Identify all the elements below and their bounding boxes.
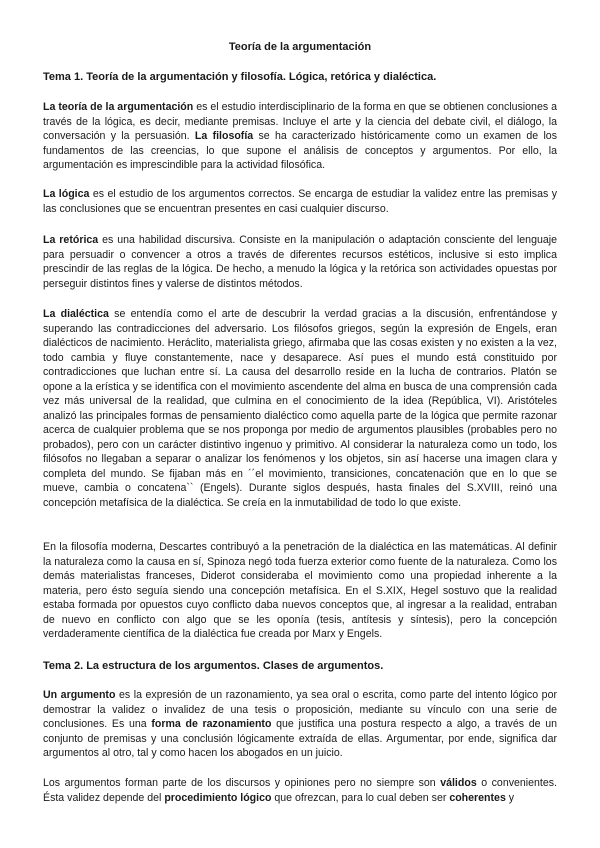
paragraph-argumento: Un argumento es la expresión de un razonamiento, ya sea oral o escrita, como parte del intento lógico por demostrar la validez o invalidez de una tesis o proposición, mediante su vínculo con una serie de conclusiones. Es una forma de razonamiento que justifica una postura respecto a algo, a través de un conjunto de premisas y una conclusión lógicamente extraída de ellas. Argumentar, por ende, significa dar argumentos al otro, tal y como hacen los abogados en un juicio. [43, 689, 557, 759]
term-teoria-argumentacion: La teoría de la argumentación [43, 101, 194, 113]
paragraph-dialectica: La dialéctica se entendía como el arte de descubrir la verdad gracias a la discusión, enfrentándose y superando las contradicciones del adversario. Los filósofos griegos, según la expresión de Engels, eran dialécticos de nacimiento. Heráclito, materialista griego, afirmaba que las cosas existen y no existen a la vez, todo cambia y fluye constantemente, nace y desaparece. Así pues el mundo está constituido por contradicciones que luchan entre sí. La causa del desarrollo reside en la lucha de contrarios. Platón se opone a la erística y se identifica con el movimiento ascendente del alma en busca de una comprensión cada vez más universal de la realidad, que culmina en el conocimiento de la idea (República, VI). Aristóteles analizó las principales formas de pensamiento dialéctico como aquella parte de la lógica que permite razonar acerca de cualquier problema que se nos proponga por medio de argumentos plausibles (probables pero no probados), pero con un carácter distintivo ingenuo y primitivo. Al considerar la naturaleza como un todo, los filósofos no llegaban a separar o analizar los fenómenos y los objetos, sin así hacerse una imagen clara y completa del mundo. Se fijaban más en ´´el movimiento, transiciones, concatenación que en lo que se mueve, cambia o concatena`` (Engels). Durante siglos después, hasta finales del S.XVIII, reinó una concepción metafísica de la dialéctica. Se creía en la inmutabilidad de todo lo que existe. [43, 308, 557, 509]
term-forma-razonamiento: forma de razonamiento [151, 718, 272, 730]
term-coherentes: coherentes [449, 791, 506, 804]
term-argumento: Un argumento [43, 689, 116, 701]
document-title: Teoría de la argumentación [228, 41, 372, 53]
term-logica: La lógica [43, 188, 90, 200]
paragraph-filosofia-moderna: En la filosofía moderna, Descartes contribuyó a la penetración de la dialéctica en las matemáticas. Al definir la naturaleza como la causa en sí, Spinoza negó toda fuerza exterior como fuente de la naturaleza. Como los demás materialistas franceses, Diderot consideraba el movimiento como una propiedad inherente a la materia, pero ésto seguía siendo una concepción metafísica. En el S.XIX, Hegel sostuvo que la realidad estaba formada por opuestos cuyo conflicto daba nuevos conceptos que, al ingresar a la realidad, entraban de nuevo en conflicto con algo que se les oponía (tesis, antítesis y síntesis), pero la concepción verdaderamente científica de la dialéctica fue creada por Marx y Engels. [43, 541, 557, 640]
paragraph-teoria-argumentacion: La teoría de la argumentación es el estudio interdisciplinario de la forma en que se obtienen conclusiones a través de la lógica, es decir, mediante premisas. Incluye el arte y la ciencia del debate civil, el diálogo, la conversación y la persuasión. La filosofía se ha caracterizado históricamente como un examen de los fundamentos de las creencias, lo que supone el análisis de conceptos y argumentos. Por ello, la argumentación es imprescindible para la actividad filosófica. [43, 101, 557, 171]
term-retorica: La retórica [43, 234, 99, 246]
term-procedimiento-logico: procedimiento lógico [164, 791, 272, 804]
term-dialectica: La dialéctica [43, 308, 109, 320]
term-validos: válidos [440, 777, 477, 789]
section-heading-tema-1: Tema 1. Teoría de la argumentación y filosofía. Lógica, retórica y dialéctica. [43, 71, 437, 83]
term-filosofia: La filosofía [194, 130, 254, 142]
paragraph-logica: La lógica es el estudio de los argumentos correctos. Se encarga de estudiar la validez entre las premisas y las conclusiones que se encuentran presentes en casi cualquier discurso. [43, 188, 557, 215]
paragraph-retorica: La retórica es una habilidad discursiva. Consiste en la manipulación o adaptación consciente del lenguaje para persuadir o convencer a otros a través de diferentes recursos estéticos, inclusive si esto implica prescindir de las reglas de la lógica. De hecho, a menudo la lógica y la retórica son actividades opuestas por perseguir distintos fines y valerse de distintos métodos. [43, 234, 557, 290]
paragraph-validez: Los argumentos forman parte de los discursos y opiniones pero no siempre son válidos o convenientes. Ésta validez depende del procedimiento lógico que ofrezcan, para lo cual deben ser coherentes y [43, 777, 557, 804]
section-heading-tema-2: Tema 2. La estructura de los argumentos. Clases de argumentos. [43, 660, 384, 672]
